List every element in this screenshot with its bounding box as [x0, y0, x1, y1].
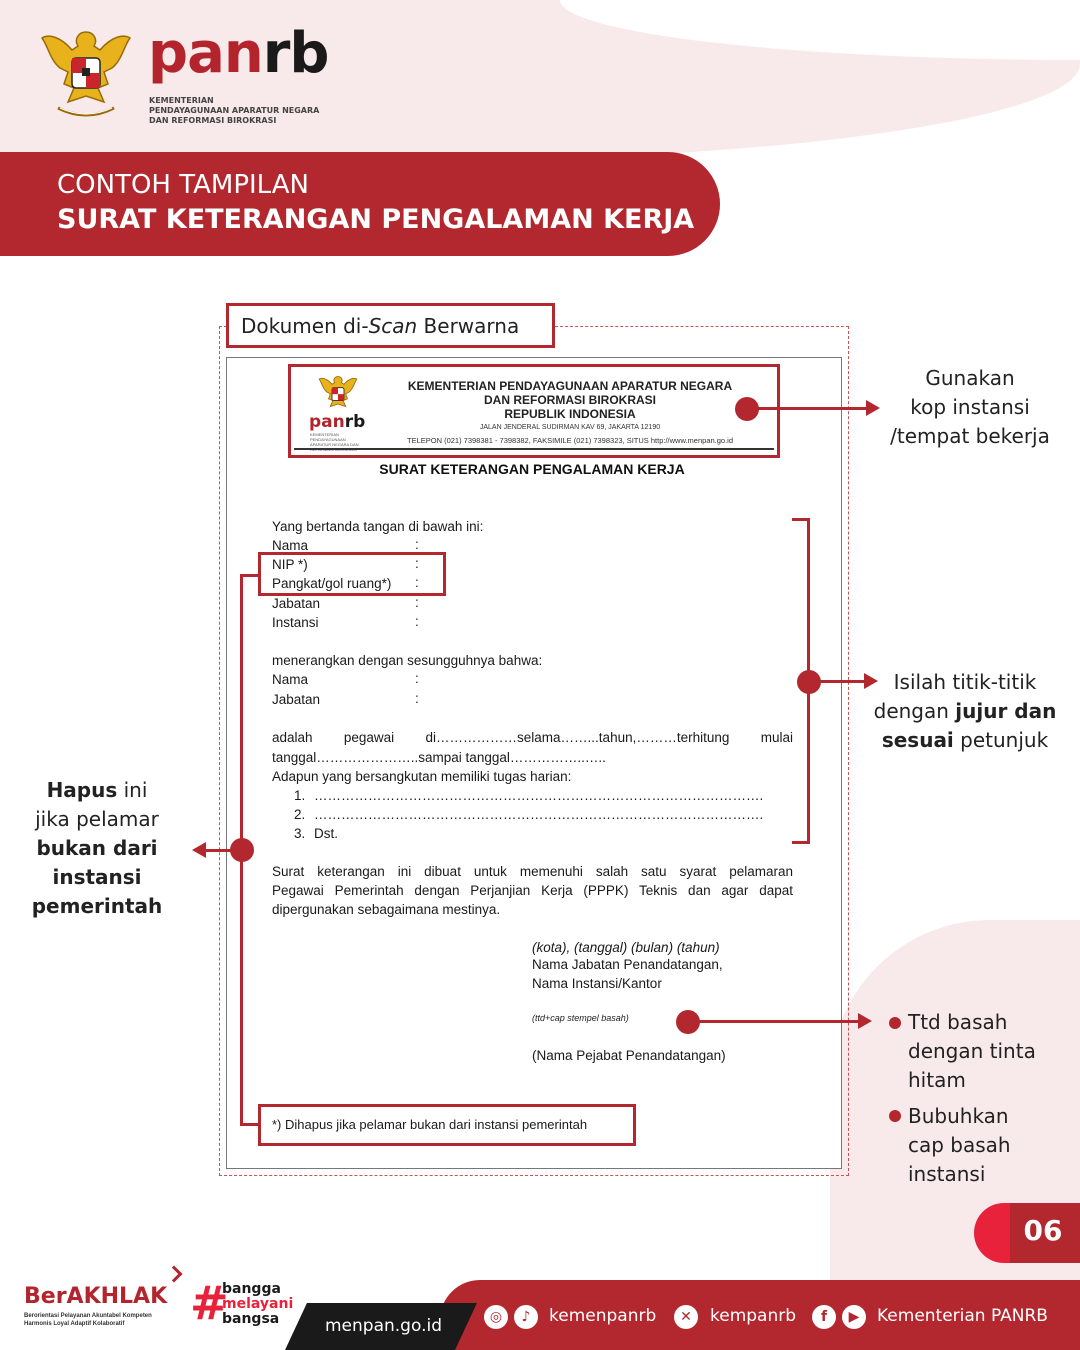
task-text: Dst. — [314, 826, 339, 841]
colon: : — [415, 537, 419, 552]
colon: : — [415, 671, 419, 686]
letterhead-garuda-icon — [316, 374, 360, 416]
connector-line — [750, 407, 868, 410]
scan-label: Dokumen di-Scan Berwarna — [226, 303, 555, 348]
annotation-fill: Isilah titik-titik dengan jujur dan sesuai petunjuk — [873, 670, 1057, 752]
letterhead-brand: panrb — [309, 412, 366, 432]
signer-field-nip: NIP *) — [272, 557, 308, 572]
colon: : — [415, 691, 419, 706]
colon: : — [415, 556, 419, 571]
employment-line-2: tanggal…………………..sampai tanggal……………..….. — [272, 750, 606, 765]
place-date: (kota), (tanggal) (bulan) (tahun) — [532, 940, 720, 955]
task-text: ………………………………………………………………………………………. — [314, 807, 764, 822]
page-number: 06 — [1023, 1214, 1063, 1247]
letterhead-brand-sub: KEMENTERIAN PENDAYAGUNAAN APARATUR NEGARA DAN — [310, 432, 359, 447]
employment-line-1: adalah pegawai di………………selama……...tahun,………terhitung mulai — [272, 730, 793, 745]
annotation-kop: Gunakan kop instansi /tempat bekerja — [890, 366, 1050, 448]
signer-field-agency: Instansi — [272, 615, 319, 630]
letter-title: SURAT KETERANGAN PENGALAMAN KERJA — [379, 461, 685, 477]
signer-agency: Nama Instansi/Kantor — [532, 976, 662, 991]
berakhlak-chevron-icon — [166, 1266, 183, 1283]
letterhead-address: JALAN JENDERAL SUDIRMAN KAV 69, JAKARTA 12190 — [479, 424, 661, 431]
footnote-text: *) Dihapus jika pelamar bukan dari instansi pemerintah — [272, 1117, 588, 1132]
nip-rank-highlight — [258, 552, 446, 596]
connector-line — [692, 1020, 860, 1023]
brand-logo: panrb — [148, 21, 329, 86]
title-line-2: SURAT KETERANGAN PENGALAMAN KERJA — [57, 204, 695, 235]
hashtag-icon: # — [190, 1276, 229, 1330]
annotation-stamp: Bubuhkan cap basah instansi — [908, 1104, 1011, 1186]
connector-line — [812, 680, 866, 683]
subject-field-name: Nama — [272, 672, 309, 687]
connector-line — [240, 574, 260, 577]
stamp-note: (ttd+cap stempel basah) — [532, 1013, 629, 1023]
social-x-label[interactable]: kempanrb — [710, 1306, 797, 1326]
task-text: ………………………………………………………………………………………. — [314, 788, 764, 803]
x-icon[interactable]: ✕ — [674, 1305, 698, 1329]
garuda-emblem-icon — [38, 26, 134, 124]
task-number: 2. — [294, 807, 306, 822]
annotation-delete: Hapus ini jika pelamar bukan dari instansi pemerintah — [31, 778, 163, 918]
purpose-line-3: dipergunakan sebagaimana mestinya. — [272, 902, 501, 917]
bracket-line — [792, 518, 810, 521]
social-facebook-label[interactable]: Kementerian PANRB — [877, 1306, 1048, 1326]
task-number: 1. — [294, 788, 306, 803]
subject-field-position: Jabatan — [272, 692, 321, 707]
signer-field-rank: Pangkat/gol ruang*) — [272, 576, 392, 591]
annotation-sign-ink: Ttd basah dengan tinta hitam — [908, 1010, 1036, 1092]
arrow-right-icon — [858, 1013, 872, 1029]
berakhlak-logo: BerAKHLAK — [24, 1284, 168, 1309]
signer-name: (Nama Pejabat Penandatangan) — [532, 1048, 726, 1063]
website-link[interactable]: menpan.go.id — [325, 1316, 442, 1336]
facebook-icon[interactable]: f — [812, 1305, 836, 1329]
arrow-left-icon — [192, 842, 206, 858]
task-number: 3. — [294, 826, 306, 841]
tiktok-icon[interactable]: ♪ — [514, 1305, 538, 1329]
signer-field-position: Jabatan — [272, 596, 321, 611]
colon: : — [415, 614, 419, 629]
instagram-icon[interactable]: ◎ — [484, 1305, 508, 1329]
title-line-1: CONTOH TAMPILAN — [57, 170, 309, 200]
letterhead-institution: KEMENTERIAN PENDAYAGUNAAN APARATUR NEGARA DAN REFORMASI BIROKRASI REPUBLIK INDONESIA — [407, 379, 733, 421]
social-instagram-label[interactable]: kemenpanrb — [549, 1306, 657, 1326]
connector-line — [240, 1123, 260, 1126]
colon: : — [415, 575, 419, 590]
letterhead-rule — [294, 448, 774, 450]
purpose-line-1: Surat keterangan ini dibuat untuk memenuhi salah satu syarat pelamaran — [272, 864, 793, 879]
berakhlak-tagline: Berorientasi Pelayanan Akuntabel Kompeten Harmonis Loyal Adaptif Kolaboratif — [24, 1313, 152, 1327]
letter-intro: Yang bertanda tangan di bawah ini: — [272, 519, 484, 534]
letter-declare: menerangkan dengan sesungguhnya bahwa: — [272, 653, 543, 668]
connector-line — [204, 849, 234, 852]
bracket-line — [792, 841, 810, 844]
bullet-icon — [889, 1017, 901, 1029]
youtube-icon[interactable]: ▶ — [842, 1305, 866, 1329]
brand-subtitle: KEMENTERIAN PENDAYAGUNAAN APARATUR NEGARA DAN REFORMASI BIROKRASI — [149, 96, 320, 125]
tasks-intro: Adapun yang bersangkutan memiliki tugas harian: — [272, 769, 572, 784]
bangga-melayani-bangsa: bangga melayani bangsa — [222, 1281, 294, 1327]
letterhead-contact: TELEPON (021) 7398381 - 7398382, FAKSIMILE (021) 7398323, SITUS http://www.menpan.go.id — [406, 436, 734, 445]
bullet-icon — [889, 1110, 901, 1122]
purpose-line-2: Pegawai Pemerintah dengan Perjanjian Kerja (PPPK) Teknis dan agar dapat — [272, 883, 793, 898]
signer-position: Nama Jabatan Penandatangan, — [532, 957, 723, 972]
colon: : — [415, 595, 419, 610]
signer-field-name: Nama — [272, 538, 309, 553]
